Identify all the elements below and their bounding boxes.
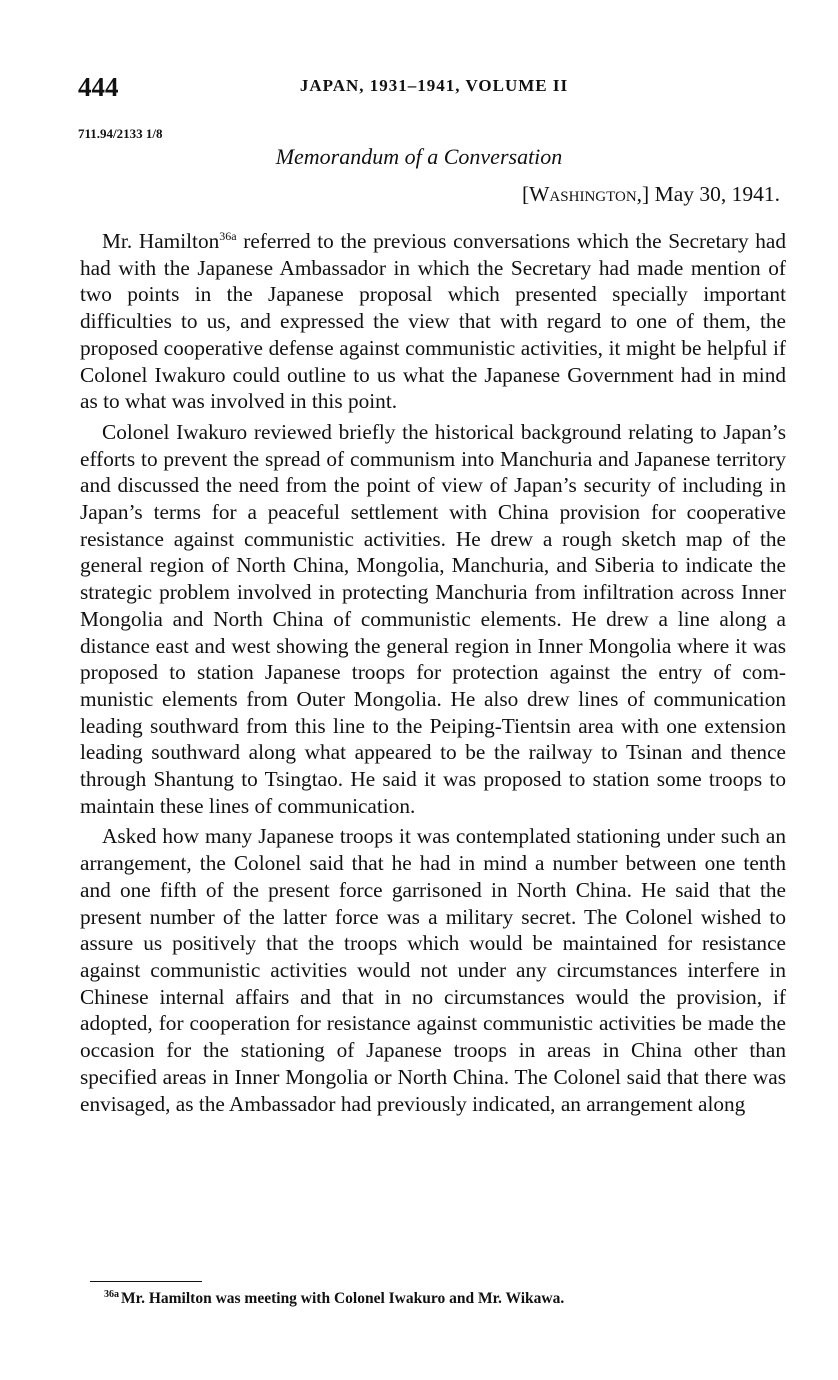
paragraph-3: Asked how many Japanese troops it was contemplated stationing under such an arrangement, the Colonel said that he had in mind a number between one tenth and one fifth of the present force garrisoned in North China. He said that the present number of the latter force was a military secret. The Colonel wished to assure us positively that the troops which would be maintained for resistance against communistic activities would not under any circumstances interfere in Chinese internal affairs and that in no circumstances would the provision, if adopted, for cooperation for resistance against communistic activities be made the occasion for the stationing of Japanese troops in areas in China other than specified areas in Inner Mongolia or North China. The Colonel said that there was envisaged, as the Ambassador had previously indicated, an arrangement along [80,824,786,1116]
dateline-date: May 30, 1941. [654,182,780,206]
footnote [104,1290,564,1308]
file-number: 711.94/2133 1/8 [78,126,163,141]
dateline [522,182,780,207]
paragraph-1 [80,228,786,415]
footnote-text: Mr. Hamilton was meeting with Colonel Iwakuro and Mr. Wikawa. [121,1290,565,1307]
page-header [78,72,790,106]
footnote-marker: 36a [104,1288,119,1300]
paragraph-2: Colonel Iwakuro reviewed briefly the historical background relating to Japan’s efforts to prevent the spread of communism into Manchuria and Japanese territory and discussed the need from the point of view of Japan’s security of including in Japan’s terms for a peaceful settlement with China provision for cooperative resistance against communistic activities. He drew a rough sketch map of the general region of North China, Mongolia, Manchuria, and Siberia to indicate the strategic problem involved in protecting Manchuria from infiltration across Inner Mongolia and North China of communistic elements. He drew a line along a distance east and west showing the general region in Inner Mongolia where it was proposed to station Japanese troops for protection against the entry of communistic elements from Outer Mongolia. He also drew lines of communication leading southward from this line to the Peiping-Tientsin area with one extension leading southward along what appeared to be the railway to Tsinan and thence through Shantung to Tsingtao. He said it was proposed to station some troops to maintain these lines of communication. [80,419,786,818]
running-title: JAPAN, 1931–1941, VOLUME II [299,76,569,95]
footnote-divider [90,1281,202,1282]
memorandum-body [80,228,786,1121]
footnote-reference[interactable]: 36a [219,228,237,243]
page-number: 444 [78,72,119,102]
dateline-place: [Washington,] [521,182,650,206]
paragraph-1-text: referred to the previous conversations which the Secretary had had with the Japanese Ambassador in which the Secretary had made mention of two points in the Japanese proposal which presented specially important difficulties to us, and expressed the view that with regard to one of them, the proposed cooperative defense against communistic activities, it might be helpful if Colonel Iwakuro could outline to us what the Japanese Government had in mind as to what was involved in this point. [80,229,787,414]
document-title: Memorandum of a Conversation [275,144,563,169]
speaker-name: Mr. Hamilton [102,229,220,253]
